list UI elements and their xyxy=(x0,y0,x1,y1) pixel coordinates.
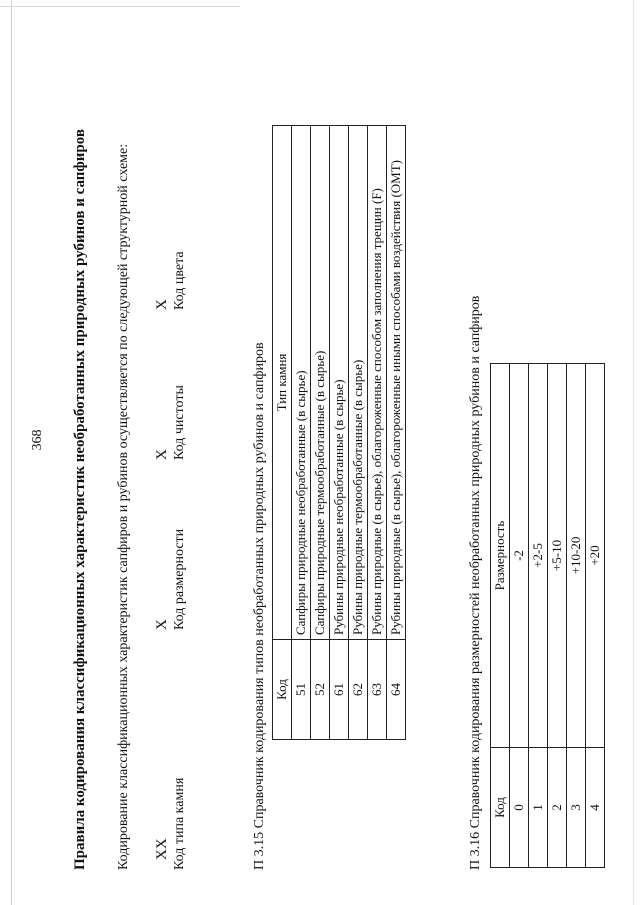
cell-size: +10-20 xyxy=(567,364,586,748)
table-row xyxy=(349,126,368,740)
cell-code: 64 xyxy=(387,640,406,740)
cell-code: 62 xyxy=(349,640,368,740)
rotated-page xyxy=(30,50,610,880)
cell-type: Рубины природные (в сырье), облагороженные иными способами воздействия (ОМТ) xyxy=(387,126,406,640)
scheme-symbol-clarity: X xyxy=(154,449,170,460)
cell-type: Рубины природные термообработанные (в сырье) xyxy=(349,126,368,640)
table-row xyxy=(387,126,406,740)
table-row xyxy=(311,126,330,740)
cell-code: 63 xyxy=(368,640,387,740)
cell-type: Сапфиры природные термообработанные (в сырье) xyxy=(311,126,330,640)
cell-size: +20 xyxy=(586,364,605,748)
intro-text: Кодирование классификационных характеристик сапфиров и рубинов осуществляется по следующей структурной схеме: xyxy=(116,143,131,870)
table-row xyxy=(330,126,349,740)
scheme-symbol-size: X xyxy=(154,619,170,630)
cell-size: +5-10 xyxy=(548,364,567,748)
table-row xyxy=(529,364,548,868)
table-row xyxy=(548,364,567,868)
section-title: Правила кодирования классификационных характеристик необработанных природных рубинов и сапфиров xyxy=(72,129,88,870)
table-header-row xyxy=(273,126,292,740)
scan-edge-left xyxy=(11,0,12,905)
cell-code: 2 xyxy=(548,748,567,868)
table-header-code: Код xyxy=(491,748,510,868)
cell-type: Сапфиры природные необработанные (в сырье) xyxy=(292,126,311,640)
table1-caption: П 3.15 Справочник кодирования типов необработанных природных рубинов и сапфиров xyxy=(252,342,267,870)
cell-code: 4 xyxy=(586,748,605,868)
table-header-type: Тип камня xyxy=(273,126,292,640)
cell-code: 51 xyxy=(292,640,311,740)
table-header-row xyxy=(491,364,510,868)
cell-code: 3 xyxy=(567,748,586,868)
table-row xyxy=(368,126,387,740)
table-row xyxy=(292,126,311,740)
cell-code: 52 xyxy=(311,640,330,740)
size-table xyxy=(490,363,605,868)
table-header-code: Код xyxy=(273,640,292,740)
table-row xyxy=(586,364,605,868)
cell-size: +2-5 xyxy=(529,364,548,748)
stone-type-table xyxy=(272,125,406,740)
table2-caption: П 3.16 Справочник кодирования размерностей необработанных природных рубинов и сапфиров xyxy=(468,295,483,870)
cell-type: Рубины природные (в сырье), облагороженные способом заполнения трещин (F) xyxy=(368,126,387,640)
cell-size: -2 xyxy=(510,364,529,748)
scheme-label-clarity: Код чистоты xyxy=(172,385,187,460)
cell-code: 1 xyxy=(529,748,548,868)
table-row xyxy=(510,364,529,868)
scheme-label-color: Код цвета xyxy=(172,251,187,310)
scan-edge-top xyxy=(0,6,240,7)
table-header-size: Размерность xyxy=(491,364,510,748)
cell-type: Рубины природные необработанные (в сырье) xyxy=(330,126,349,640)
scheme-label-size: Код размерности xyxy=(172,528,187,630)
page-number: 368 xyxy=(30,429,45,451)
scheme-symbol-color: X xyxy=(154,299,170,310)
cell-code: 0 xyxy=(510,748,529,868)
scan-edge-right xyxy=(633,0,634,905)
cell-code: 61 xyxy=(330,640,349,740)
table-row xyxy=(567,364,586,868)
scheme-label-type: Код типа камня xyxy=(172,777,187,870)
scheme-symbol-type: XX xyxy=(154,838,170,860)
